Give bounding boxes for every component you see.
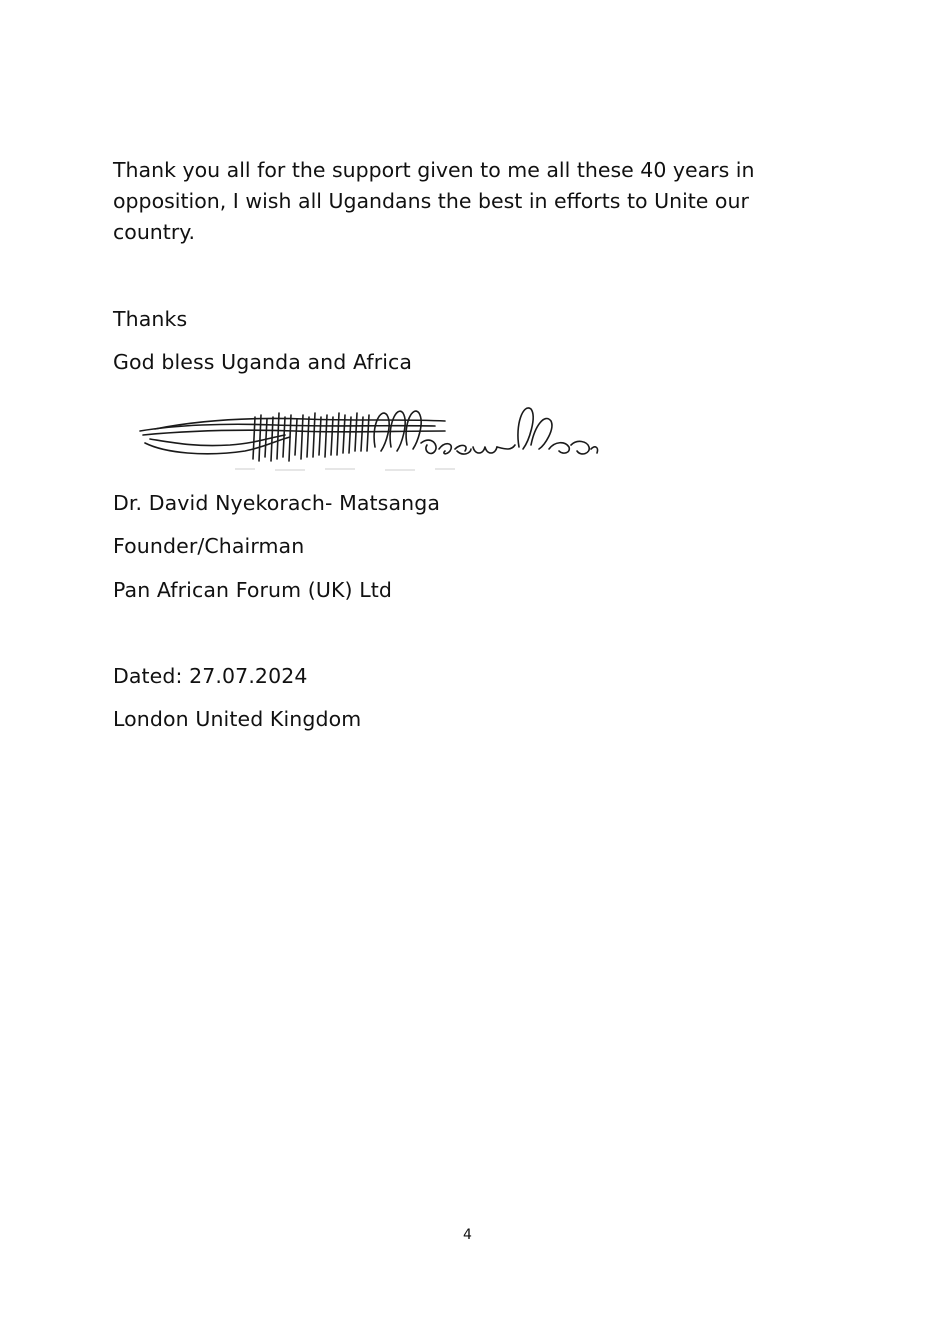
paragraph-line: opposition, I wish all Ugandans the best in efforts to Unite our bbox=[113, 189, 749, 213]
handwritten-signature-icon bbox=[135, 395, 610, 475]
paragraph-line: country. bbox=[113, 220, 195, 244]
signatory-title: Founder/Chairman bbox=[113, 534, 305, 558]
location-line: London United Kingdom bbox=[113, 707, 362, 731]
date-line: Dated: 27.07.2024 bbox=[113, 664, 308, 688]
signatory-name: Dr. David Nyekorach- Matsanga bbox=[113, 491, 440, 515]
thanks-text: Thanks bbox=[113, 307, 188, 331]
closing-paragraph bbox=[113, 155, 813, 248]
signatory-organization: Pan African Forum (UK) Ltd bbox=[113, 578, 393, 602]
blessing-text: God bless Uganda and Africa bbox=[113, 350, 413, 374]
paragraph-line: Thank you all for the support given to me all these 40 years in bbox=[113, 158, 755, 182]
page-number: 4 bbox=[463, 1227, 472, 1243]
